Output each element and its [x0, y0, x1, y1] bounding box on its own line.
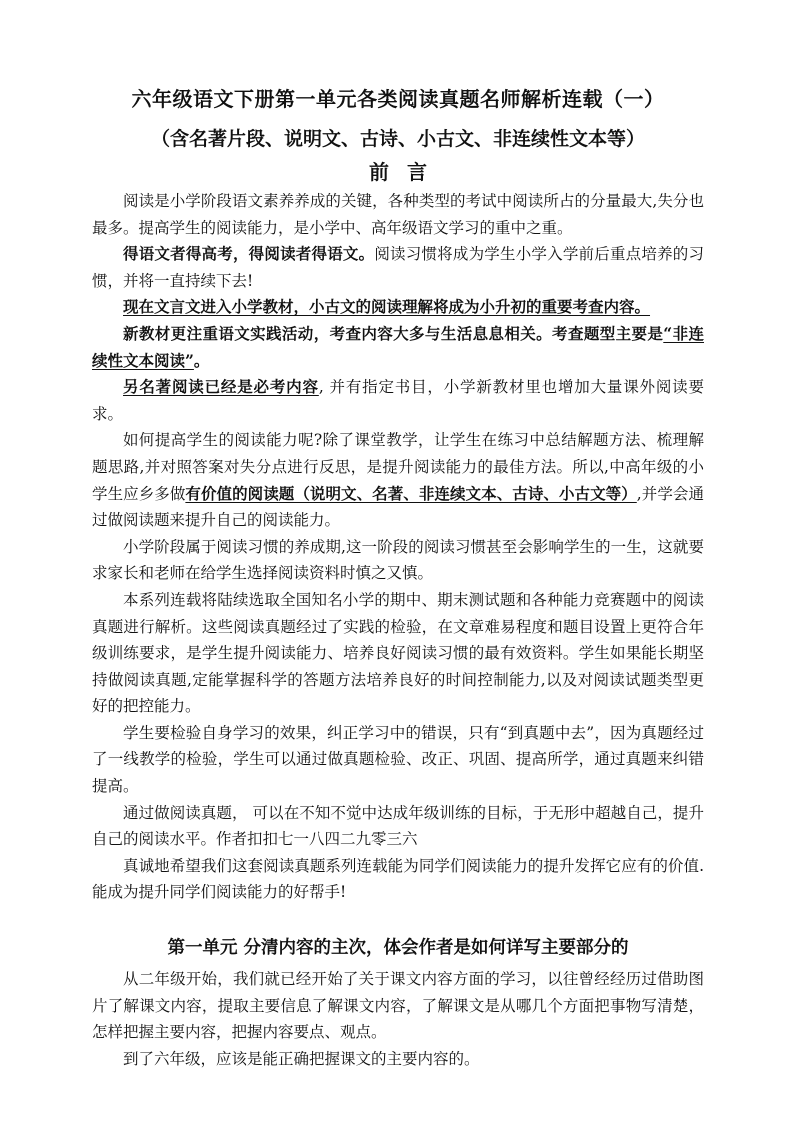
document-title: 六年级语文下册第一单元各类阅读真题名师解析连载（一） — [131, 87, 665, 111]
paragraph — [92, 294, 704, 321]
paragraph: 另名著阅读已经是必考内容, 并有指定书目，小学新教材里也增加大量课外阅读要求。 — [92, 377, 704, 423]
preface-heading: 前言 — [369, 160, 445, 184]
paragraph: 从二年级开始，我们就已经开始了关于课文内容方面的学习，以往曾经经历过借助图片了解课文内容，提取主要信息了解课文内容，了解课文是从哪几个方面把事物写清楚，怎样把握主要内容，把握内容要点、观点。 — [92, 970, 704, 1042]
preface-body — [92, 188, 704, 906]
paragraph: 小学阶段属于阅读习惯的养成期,这一阶段的阅读习惯甚至会影响学生的一生，这就要求家长和老师在给学生选择阅读资料时慎之又慎。 — [92, 537, 704, 583]
unit-body — [92, 966, 704, 1072]
paragraph: 如何提高学生的阅读能力呢?除了课堂教学，让学生在练习中总结解题方法、梳理解题思路,并对照答案对失分点进行反思，是提升阅读能力的最佳方法。所以,中高年级的小学生应乡多做有价值的阅读题（说明文、名著、非连续文本、古诗、小古文等）,并学会通过做阅读题来提升自己的阅读能力。 — [92, 431, 704, 530]
emphasis-text: 得语文者得高考，得阅读者得语文。 — [123, 244, 375, 264]
unit-title: 第一单元 分清内容的主次，体会作者是如何详写主要部分的 — [167, 938, 629, 959]
paragraph: 新教材更注重语文实践活动，考查内容大多与生活息息相关。考查题型主要是“非连续性文本阅读”。 — [92, 323, 704, 370]
emphasis-text: 有价值的阅读题（说明文、名著、非连续文本、古诗、小古文等） — [185, 483, 637, 503]
document-subtitle: （含名著片段、说明文、古诗、小古文、非连续性文本等） — [150, 128, 645, 150]
paragraph: 到了六年级，应该是能正确把握课文的主要内容的。 — [123, 1049, 480, 1068]
paragraph: 阅读是小学阶段语文素养养成的关键，各种类型的考试中阅读所占的分量最大,失分也最多。提高学生的阅读能力，是小学中、高年级语文学习的重中之重。 — [92, 192, 704, 237]
emphasis-text: 新教材更注重语文实践活动，考查内容大多与生活息息相关。考查题型主要是 — [123, 323, 664, 343]
paragraph: 真诚地希望我们这套阅读真题系列连载能为同学们阅读能力的提升发挥它应有的价值.能成为提升同学们阅读能力的好帮手! — [92, 856, 704, 902]
document-page — [92, 84, 704, 1072]
paragraph: 学生要检验自身学习的效果，纠正学习中的错误，只有“到真题中去”，因为真题经过了一线教学的检验，学生可以通过做真题检验、改正、巩固、提高所学，通过真题来纠错提高。 — [92, 723, 704, 796]
paragraph: 通过做阅读真题， 可以在不知不觉中达成年级训练的目标，于无形中超越自己，提升自己的阅读水平。作者扣扣七一八四二九零三六 — [92, 803, 704, 849]
emphasis-text: “非连续性文本阅读” — [92, 323, 704, 370]
paragraph: 本系列连载将陆续选取全国知名小学的期中、期末测试题和各种能力竞赛题中的阅读真题进行解析。这些阅读真题经过了实践的检验，在文章难易程度和题目设置上更符合年级训练要求，是学生提升阅读能力、培养良好阅读习惯的最有效资料。学生如果能长期坚持做阅读真题,定能掌握科学的答题方法培养良好的时间控制能力,以及对阅读试题类型更好的把控能力。 — [92, 590, 704, 716]
emphasis-text: 另名著阅读已经是必考内容 — [123, 377, 319, 397]
emphasis-text: 现在文言文进入小学教材，小古文的阅读理解将成为小升初的重要考查内容。 — [123, 297, 651, 317]
paragraph: 得语文者得高考，得阅读者得语文。阅读习惯将成为学生小学入学前后重点培养的习惯，并将一直持续下去! — [92, 244, 704, 290]
